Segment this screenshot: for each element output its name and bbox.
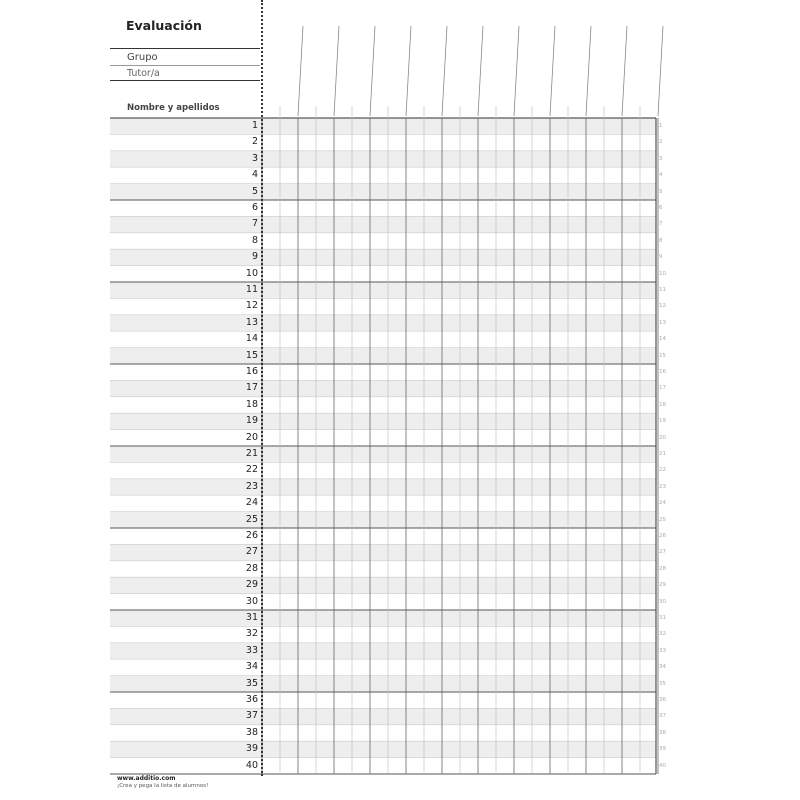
slanted-header-line	[406, 26, 411, 116]
slanted-header-line	[622, 26, 627, 116]
slanted-header-line	[514, 26, 519, 116]
row-number-right: 27	[659, 549, 666, 556]
slanted-header-line	[658, 26, 663, 116]
row-number: 38	[245, 726, 258, 738]
slanted-header-line	[334, 26, 339, 116]
row-number-right: 11	[659, 287, 666, 293]
row-number: 8	[251, 234, 258, 246]
row-number-right: 1	[659, 123, 663, 129]
row-number: 2	[251, 136, 258, 148]
row-number-right: 18	[659, 401, 666, 408]
row-number-right: 6	[659, 205, 663, 211]
slanted-header-line	[298, 26, 303, 116]
row-number: 27	[245, 546, 258, 558]
row-number-right: 17	[659, 385, 666, 392]
row-number: 9	[251, 251, 258, 263]
row-number: 31	[245, 612, 258, 623]
cut-line	[261, 0, 263, 776]
row-number-right: 21	[659, 451, 666, 457]
row-number: 40	[245, 759, 258, 771]
row-number-right: 32	[659, 631, 666, 638]
row-number-right: 13	[659, 319, 666, 326]
row-number-right: 12	[659, 303, 666, 310]
row-number: 20	[245, 431, 258, 443]
slanted-header-line	[550, 26, 555, 116]
row-number: 10	[245, 267, 258, 279]
row-number-right: 22	[659, 467, 666, 474]
row-number: 23	[245, 480, 258, 492]
row-number-right: 2	[659, 139, 663, 146]
row-number-right: 20	[659, 434, 666, 441]
row-number-right: 34	[659, 664, 666, 671]
row-number: 22	[245, 464, 258, 476]
row-number: 34	[245, 661, 258, 673]
row-number: 39	[245, 743, 258, 755]
row-number: 19	[245, 415, 258, 427]
group-label: Grupo	[127, 52, 158, 63]
row-number-right: 33	[659, 647, 666, 654]
slanted-header-line	[442, 26, 447, 116]
slanted-header-line	[586, 26, 591, 116]
row-number-right: 9	[659, 254, 663, 261]
row-number: 11	[245, 284, 258, 295]
row-number-right: 31	[659, 615, 666, 621]
tutor-label: Tutor/a	[127, 68, 160, 79]
row-number: 32	[245, 628, 258, 640]
slanted-header-line	[478, 26, 483, 116]
row-number-right: 3	[659, 155, 663, 162]
row-number: 28	[245, 562, 258, 574]
row-number-right: 25	[659, 516, 666, 523]
footer-url: www.additio.com	[117, 775, 176, 782]
row-number-right: 7	[659, 221, 663, 228]
row-number: 21	[245, 448, 258, 459]
row-number: 13	[245, 316, 258, 328]
row-number-right: 36	[659, 697, 666, 703]
row-number: 12	[245, 300, 258, 312]
row-number-right: 35	[659, 680, 666, 687]
footer-note: ¡Crea y pega la lista de alumnos!	[117, 783, 209, 789]
row-number: 7	[251, 218, 258, 230]
row-number-right: 14	[659, 336, 666, 343]
row-number-right: 37	[659, 713, 666, 720]
row-number: 3	[251, 152, 258, 164]
row-number-right: 40	[659, 762, 666, 769]
row-number-right: 38	[659, 729, 666, 736]
row-number-right: 29	[659, 582, 666, 589]
row-number: 17	[245, 382, 258, 394]
row-number-right: 4	[659, 172, 663, 179]
row-number: 33	[245, 644, 258, 656]
row-number: 30	[245, 595, 258, 607]
row-number: 1	[251, 120, 258, 131]
row-number: 29	[245, 579, 258, 591]
row-number: 36	[245, 694, 258, 705]
row-number-right: 28	[659, 565, 666, 572]
row-number-right: 10	[659, 270, 666, 277]
row-number: 15	[245, 349, 258, 361]
row-number: 25	[245, 513, 258, 525]
row-number: 37	[245, 710, 258, 722]
slanted-header-line	[370, 26, 375, 116]
row-number-right: 39	[659, 746, 666, 753]
row-number-right: 5	[659, 188, 663, 195]
row-number: 4	[251, 169, 258, 181]
row-number-right: 24	[659, 500, 666, 507]
name-column-header: Nombre y apellidos	[127, 103, 220, 113]
row-number: 18	[245, 398, 258, 410]
row-number-right: 8	[659, 237, 663, 244]
row-number: 6	[251, 202, 258, 213]
row-number-right: 23	[659, 483, 666, 490]
row-number: 26	[245, 530, 258, 541]
row-number-right: 30	[659, 598, 666, 605]
row-number: 24	[245, 497, 258, 509]
row-number: 35	[245, 677, 258, 689]
row-number-right: 15	[659, 352, 666, 359]
row-number: 14	[245, 333, 258, 345]
row-number: 5	[251, 185, 258, 197]
row-number: 16	[245, 366, 258, 377]
sheet-title: Evaluación	[126, 18, 202, 33]
row-number-right: 16	[659, 369, 666, 375]
row-number-right: 19	[659, 418, 666, 425]
row-number-right: 26	[659, 533, 666, 539]
